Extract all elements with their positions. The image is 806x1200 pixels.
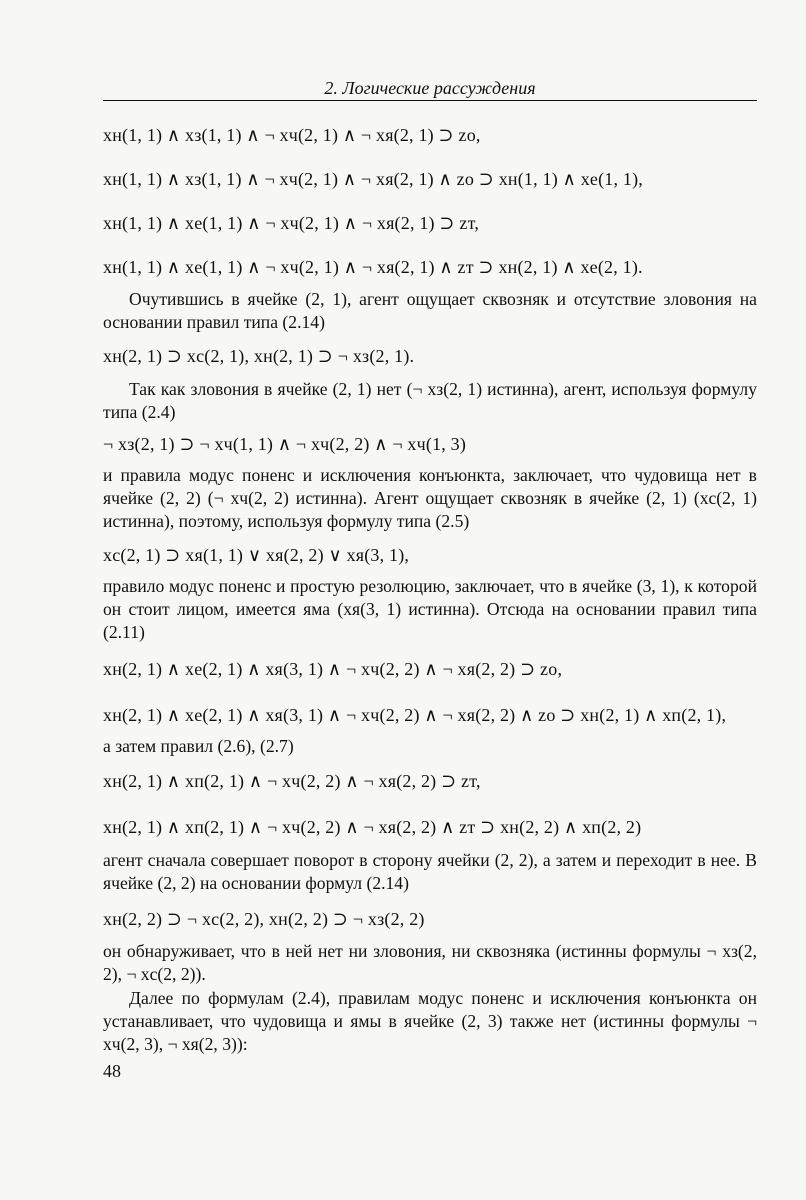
paragraph: а затем правил (2.6), (2.7) (103, 736, 294, 756)
page-number: 48 (103, 1061, 121, 1081)
paragraph: он обнаруживает, что в ней нет ни зловония, ни сквозняка (истинны формулы ¬ xз(2, 2), ¬ xс(2, 2)). (103, 941, 757, 985)
formula-line: xн(1, 1) ∧ xе(1, 1) ∧ ¬ xч(2, 1) ∧ ¬ xя(2, 1) ∧ zт ⊃ xн(2, 1) ∧ xе(2, 1). (103, 257, 643, 277)
formula-line: xс(2, 1) ⊃ xя(1, 1) ∨ xя(2, 2) ∨ xя(3, 1), (103, 545, 410, 565)
formula-line: xн(2, 1) ∧ xп(2, 1) ∧ ¬ xч(2, 2) ∧ ¬ xя(2, 2) ∧ zт ⊃ xн(2, 2) ∧ xп(2, 2) (103, 817, 642, 837)
formula-line: xн(1, 1) ∧ xз(1, 1) ∧ ¬ xч(2, 1) ∧ ¬ xя(2, 1) ∧ zо ⊃ xн(1, 1) ∧ xе(1, 1), (103, 169, 643, 189)
formula-line: xн(2, 1) ∧ xе(2, 1) ∧ xя(3, 1) ∧ ¬ xч(2, 2) ∧ ¬ xя(2, 2) ∧ zо ⊃ xн(2, 1) ∧ xп(2, 1), (103, 705, 727, 725)
paragraph: и правила модус поненс и исключения конъюнкта, заключает, что чудовища нет в ячейке (2, 2) (¬ xч(2, 2) истинна). Агент ощущает сквозняк в ячейке (2, 1) (xс(2, 1) истинна), поэтому, используя формулу типа (2.5) (103, 465, 757, 532)
paragraph: правило модус поненс и простую резолюцию, заключает, что в ячейке (3, 1), к которой он стоит лицом, имеется яма (xя(3, 1) истинна). Отсюда на основании правил типа (2.11) (103, 576, 757, 643)
formula-line: xн(2, 2) ⊃ ¬ xс(2, 2), xн(2, 2) ⊃ ¬ xз(2, 2) (103, 909, 425, 929)
formula-line: xн(2, 1) ⊃ xс(2, 1), xн(2, 1) ⊃ ¬ xз(2, 1). (103, 346, 415, 366)
formula-line: xн(2, 1) ∧ xе(2, 1) ∧ xя(3, 1) ∧ ¬ xч(2, 2) ∧ ¬ xя(2, 2) ⊃ zо, (103, 659, 563, 679)
paragraph: агент сначала совершает поворот в сторону ячейки (2, 2), а затем и переходит в нее. В ячейке (2, 2) на основании формул (2.14) (103, 850, 757, 894)
formula-line: xн(2, 1) ∧ xп(2, 1) ∧ ¬ xч(2, 2) ∧ ¬ xя(2, 2) ⊃ zт, (103, 771, 481, 791)
formula-line: ¬ xз(2, 1) ⊃ ¬ xч(1, 1) ∧ ¬ xч(2, 2) ∧ ¬ xч(1, 3) (103, 434, 467, 454)
paragraph: Очутившись в ячейке (2, 1), агент ощущает сквозняк и отсутствие зловония на основании правил типа (2.14) (103, 289, 757, 333)
page-header: 2. Логические рассуждения (324, 78, 536, 98)
header-rule (103, 100, 757, 101)
formula-line: xн(1, 1) ∧ xз(1, 1) ∧ ¬ xч(2, 1) ∧ ¬ xя(2, 1) ⊃ zо, (103, 125, 481, 145)
formula-line: xн(1, 1) ∧ xе(1, 1) ∧ ¬ xч(2, 1) ∧ ¬ xя(2, 1) ⊃ zт, (103, 213, 480, 233)
paragraph: Далее по формулам (2.4), правилам модус поненс и исключения конъюнкта он устанавливает, что чудовища и ямы в ячейке (2, 3) также нет (истинны формулы ¬ xч(2, 3), ¬ xя(2, 3)): (103, 988, 757, 1055)
paragraph: Так как зловония в ячейке (2, 1) нет (¬ xз(2, 1) истинна), агент, используя формулу типа (2.4) (103, 379, 757, 423)
